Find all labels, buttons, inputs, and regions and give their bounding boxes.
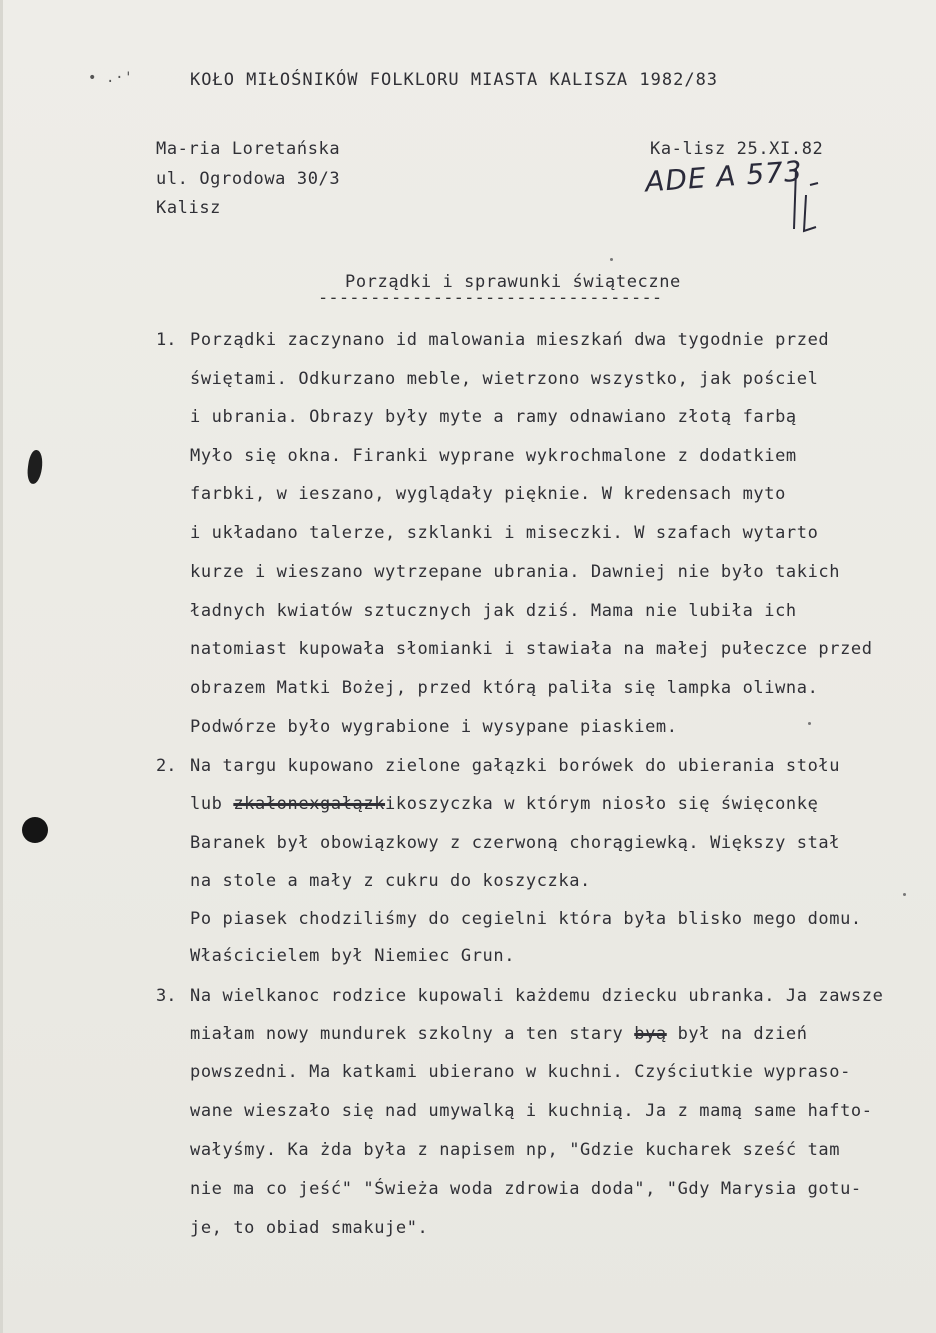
text-line: kurze i wieszano wytrzepane ubrania. Dawniej nie było takich (190, 562, 841, 582)
text-line: wałyśmy. Ka żda była z napisem np, "Gdzie kucharek sześć tam (190, 1140, 841, 1160)
paper-speck (903, 893, 906, 896)
text-segment: był na dzień (666, 1024, 808, 1044)
struck-text: zkałonexgałązk (233, 794, 386, 814)
title-underline: --------------------------------- (318, 288, 663, 308)
text-line: wane wieszało się nad umywalką i kuchnią. Ja z mamą same hafto- (190, 1101, 873, 1121)
struck-text: byą (634, 1024, 667, 1044)
section-number: 1. (156, 330, 177, 350)
text-line: Porządki zaczynano id malowania mieszkań dwa tygodnie przed (190, 330, 830, 350)
text-line: i układano talerze, szklanki i miseczki. W szafach wytarto (190, 523, 819, 543)
text-line: i ubrania. Obrazy były myte a ramy odnawiano złotą farbą (190, 407, 797, 427)
text-line-with-strikeout (190, 1024, 808, 1044)
section-number: 2. (156, 756, 177, 776)
section-number: 3. (156, 986, 177, 1006)
document-title: Porządki i sprawunki świąteczne (345, 272, 681, 292)
text-segment: lub (190, 794, 234, 814)
text-line: Właścicielem był Niemiec Grun. (190, 946, 516, 966)
punch-hole (22, 817, 48, 843)
header-title: KOŁO MIŁOŚNIKÓW FOLKLORU MIASTA KALISZA 1982/83 (190, 70, 719, 90)
handwritten-mark-icon (790, 165, 820, 233)
page-edge (0, 0, 3, 1333)
text-line: powszedni. Ma katkami ubierano w kuchni. Czyściutkie wypraso- (190, 1062, 851, 1082)
text-line: farbki, w ieszano, wyglądały pięknie. W kredensach myto (190, 484, 786, 504)
text-line: natomiast kupowała słomianki i stawiała na małej pułeczce przed (190, 639, 873, 659)
place-date: Ka-lisz 25.XI.82 (650, 139, 824, 159)
text-line: je, to obiad smakuje". (190, 1218, 429, 1238)
sender-name: Ma-ria Loretańska (156, 139, 341, 159)
archive-handwritten-note: ADE A 573 (644, 154, 804, 199)
text-line: Po piasek chodziliśmy do cegielni która była blisko mego domu. (190, 909, 862, 929)
text-line: Myło się okna. Firanki wyprane wykrochmalone z dodatkiem (190, 446, 797, 466)
text-line: Podwórze było wygrabione i wysypane piaskiem. (190, 717, 678, 737)
sender-street: ul. Ogrodowa 30/3 (156, 169, 341, 189)
text-line: Na targu kupowano zielone gałązki borówek do ubierania stołu (190, 756, 841, 776)
header-marks: • .·' (88, 70, 134, 86)
paper-speck (610, 258, 613, 261)
text-line: Baranek był obowiązkowy z czerwoną chorągiewką. Większy stał (190, 833, 841, 853)
text-segment: miałam nowy mundurek szkolny a ten stary (190, 1024, 635, 1044)
paper-speck (808, 722, 811, 725)
text-line: ładnych kwiatów sztucznych jak dziś. Mama nie lubiła ich (190, 601, 797, 621)
text-line: Na wielkanoc rodzice kupowali każdemu dziecku ubranka. Ja zawsze (190, 986, 884, 1006)
text-line: nie ma co jeść" "Świeża woda zdrowia doda", "Gdy Marysia gotu- (190, 1179, 862, 1199)
text-line-with-strikeout (190, 794, 818, 814)
text-line: na stole a mały z cukru do koszyczka. (190, 871, 591, 891)
text-segment: ikoszyczka w którym niosło się święconkę (385, 794, 819, 814)
text-line: świętami. Odkurzano meble, wietrzono wszystko, jak pościel (190, 369, 819, 389)
sender-city: Kalisz (156, 198, 222, 218)
text-line: obrazem Matki Bożej, przed którą paliła się lampka oliwna. (190, 678, 819, 698)
